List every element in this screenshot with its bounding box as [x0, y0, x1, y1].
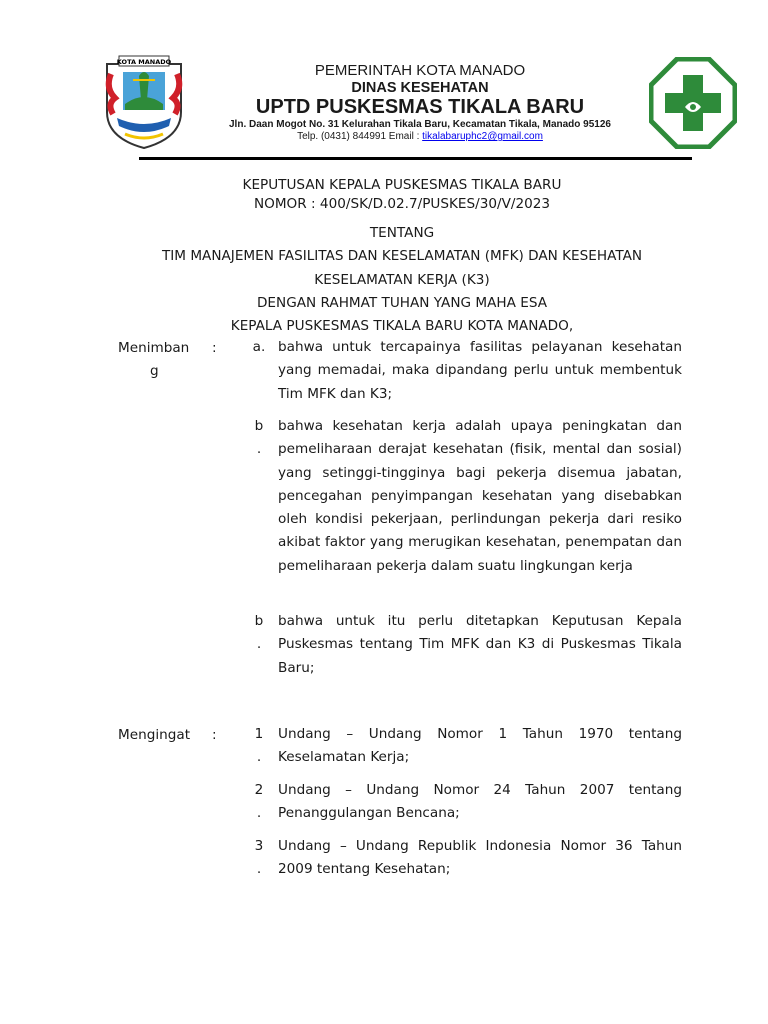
- decree-title: KEPUTUSAN KEPALA PUSKESMAS TIKALA BARU: [242, 177, 562, 193]
- item-marker-dot: .: [256, 636, 262, 652]
- mengingat-item-1: Undang – Undang Nomor 1 Tahun 1970 tentang Keselamatan Kerja;: [278, 726, 682, 766]
- item-marker: 1: [254, 726, 264, 742]
- letterhead-institution: UPTD PUSKESMAS TIKALA BARU: [255, 96, 585, 118]
- city-emblem-logo: [103, 54, 185, 150]
- item-marker: 3: [254, 838, 264, 854]
- letterhead-divider: [139, 157, 692, 160]
- issuer-heading: KEPALA PUSKESMAS TIKALA BARU KOTA MANADO,: [230, 318, 574, 334]
- item-marker: b: [254, 418, 264, 434]
- decree-subject-line2: KESELAMATAN KERJA (K3): [314, 272, 490, 288]
- mengingat-label: Mengingat: [118, 727, 191, 743]
- decree-subject-line1: TIM MANAJEMEN FASILITAS DAN KESELAMATAN (MFK) DAN KESEHATAN: [161, 248, 643, 264]
- decree-number: NOMOR : 400/SK/D.02.7/PUSKES/30/V/2023: [253, 196, 551, 212]
- item-marker-dot: .: [256, 861, 262, 877]
- email-link[interactable]: tikalabaruphc2@gmail.com: [422, 131, 543, 142]
- menimbang-item-a: bahwa untuk tercapainya fasilitas pelayanan kesehatan yang memadai, maka dipandang perlu untuk membentuk Tim MFK dan K3;: [278, 339, 682, 402]
- menimbang-colon: :: [212, 340, 217, 356]
- mengingat-item-3: Undang – Undang Republik Indonesia Nomor 36 Tahun 2009 tentang Kesehatan;: [278, 838, 682, 878]
- mengingat-colon: :: [212, 727, 217, 743]
- menimbang-item-c: bahwa untuk itu perlu ditetapkan Keputusan Kepala Puskesmas tentang Tim MFK dan K3 di Puskesmas Tikala Baru;: [278, 613, 682, 676]
- menimbang-item-b: bahwa kesehatan kerja adalah upaya peningkatan dan pemeliharaan derajat kesehatan (fisik, mental dan sosial) yang setinggi-tingginya bagi pekerja disemua jabatan, pencegahan penyimpangan kesehatan yang disebabkan oleh kondisi pekerjaan, perlindungan pekerja dari resiko akibat faktor yang merugikan kesehatan, penempatan dan pemeliharaan pekerja dalam suatu lingkungan kerja: [278, 418, 682, 574]
- item-marker-dot: .: [256, 805, 262, 821]
- emblem-text: KOTA MANADO: [116, 58, 172, 66]
- item-marker: 2: [254, 782, 264, 798]
- item-marker-dot: .: [256, 441, 262, 457]
- puskesmas-logo: [649, 57, 737, 149]
- item-marker: a.: [252, 339, 266, 355]
- item-marker: b: [254, 613, 264, 629]
- menimbang-label-wrap: g: [150, 363, 159, 379]
- contact-phone: Telp. (0431) 844991 Email :: [297, 131, 423, 142]
- decree-about-label: TENTANG: [369, 225, 435, 241]
- letterhead-contact: [190, 131, 650, 142]
- invocation: DENGAN RAHMAT TUHAN YANG MAHA ESA: [256, 295, 548, 311]
- letterhead-government: PEMERINTAH KOTA MANADO: [314, 62, 526, 79]
- menimbang-label: Menimban: [118, 340, 190, 356]
- letterhead-department: DINAS KESEHATAN: [351, 80, 489, 96]
- letterhead-address: Jln. Daan Mogot No. 31 Kelurahan Tikala Baru, Kecamatan Tikala, Manado 95126: [229, 119, 611, 130]
- mengingat-item-2: Undang – Undang Nomor 24 Tahun 2007 tentang Penanggulangan Bencana;: [278, 782, 682, 822]
- item-marker-dot: .: [256, 749, 262, 765]
